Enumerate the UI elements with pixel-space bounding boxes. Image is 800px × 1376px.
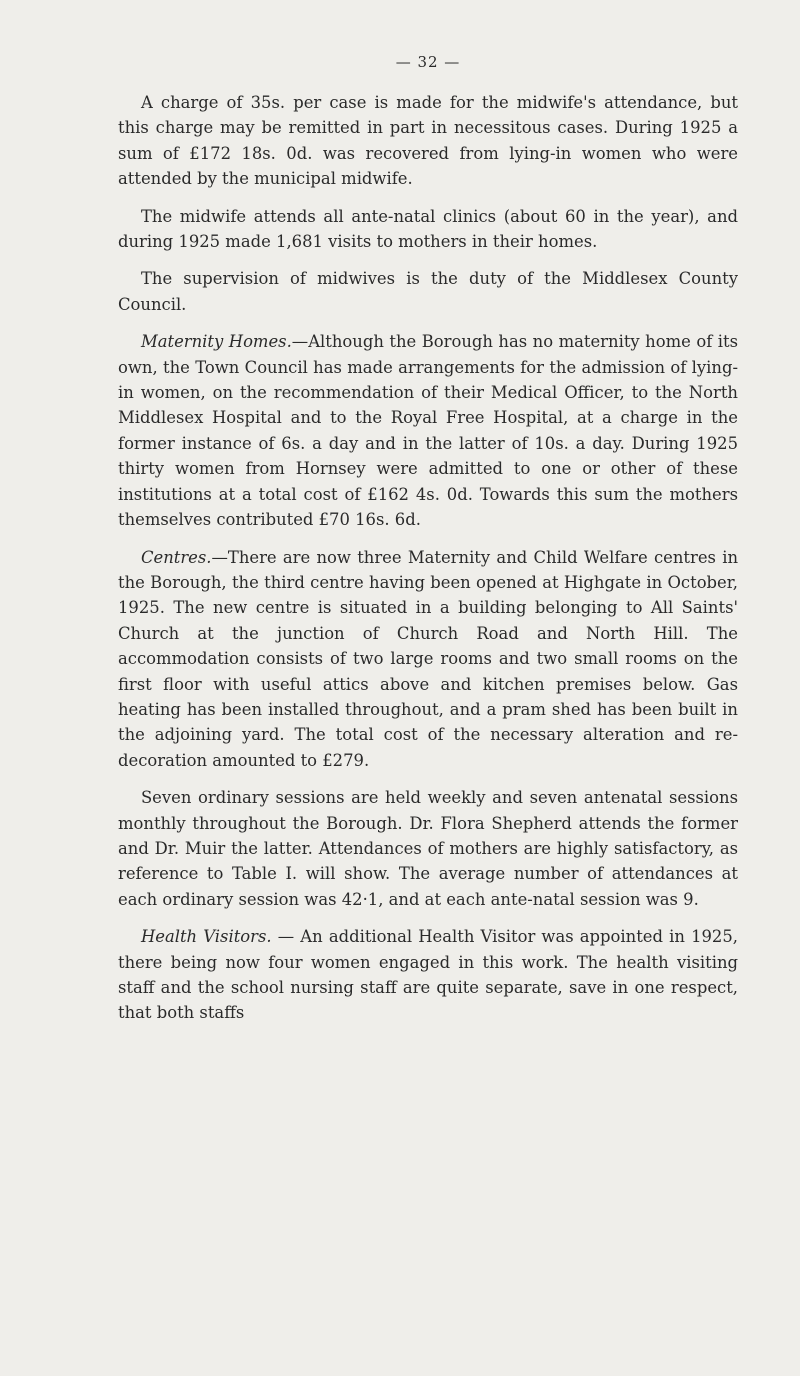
page-number: — 32 — — [395, 53, 461, 71]
paragraph-text: Seven ordinary sessions are held weekly and seven antenatal sessions monthly throughout the Borough. Dr. Flora Shepherd attends the former and Dr. Muir the latter. Attendances of mothers are highly satisfactory, as reference to Table I. will show. The average number of attendances at each ordinary session was 42·1, and at each ante-natal session was 9. — [118, 788, 738, 909]
section-heading-centres: Centres. — [140, 547, 212, 567]
paragraph-centres — [118, 545, 738, 774]
paragraph-maternity-homes — [118, 329, 738, 532]
paragraph-text: The midwife attends all ante-natal clinics (about 60 in the year), and during 1925 made 1,681 visits to mothers in their homes. — [118, 206, 738, 252]
paragraph-midwife-charge — [118, 90, 738, 192]
paragraph-antenatal-clinics — [118, 204, 738, 255]
paragraph-text: A charge of 35s. per case is made for the midwife's attendance, but this charge may be remitted in part in necessitous cases. During 1925 a sum of £172 18s. 0d. was recovered from lying-in women who were attended by the municipal midwife. — [118, 93, 738, 189]
document-page — [118, 52, 738, 1026]
paragraph-text: — An additional Health Visitor was appointed in 1925, there being now four women engaged in this work. The health visiting staff and the school nursing staff are quite separate, save in one respect, that both staffs — [118, 927, 738, 1023]
paragraph-supervision — [118, 266, 738, 317]
paragraph-text: The supervision of midwives is the duty of the Middlesex County Council. — [118, 269, 738, 314]
section-heading-maternity-homes: Maternity Homes. — [140, 332, 292, 352]
paragraph-text: —Although the Borough has no maternity home of its own, the Town Council has made arrangements for the admission of lying-in women, on the recommendation of their Medical Officer, to the North Middlesex Hospital and to the Royal Free Hospital, at a charge in the former instance of 6s. a day and in the latter of 10s. a day. During 1925 thirty women from Hornsey were admitted to one or other of these institutions at a total cost of £162 4s. 0d. Towards this sum the mothers themselves contributed £70 16s. 6d. — [118, 332, 738, 530]
paragraph-health-visitors — [118, 924, 738, 1026]
paragraph-sessions — [118, 785, 738, 912]
paragraph-text: —There are now three Maternity and Child Welfare centres in the Borough, the third centre having been opened at Highgate in October, 1925. The new centre is situated in a building belonging to All Saints' Church at the junction of Church Road and North Hill. The accommodation consists of two large rooms and two small rooms on the first floor with useful attics above and kitchen premises below. Gas heating has been installed throughout, and a pram shed has been built in the adjoining yard. The total cost of the necessary alteration and re-decoration amounted to £279. — [118, 547, 738, 770]
section-heading-health-visitors: Health Visitors. — [140, 927, 272, 947]
